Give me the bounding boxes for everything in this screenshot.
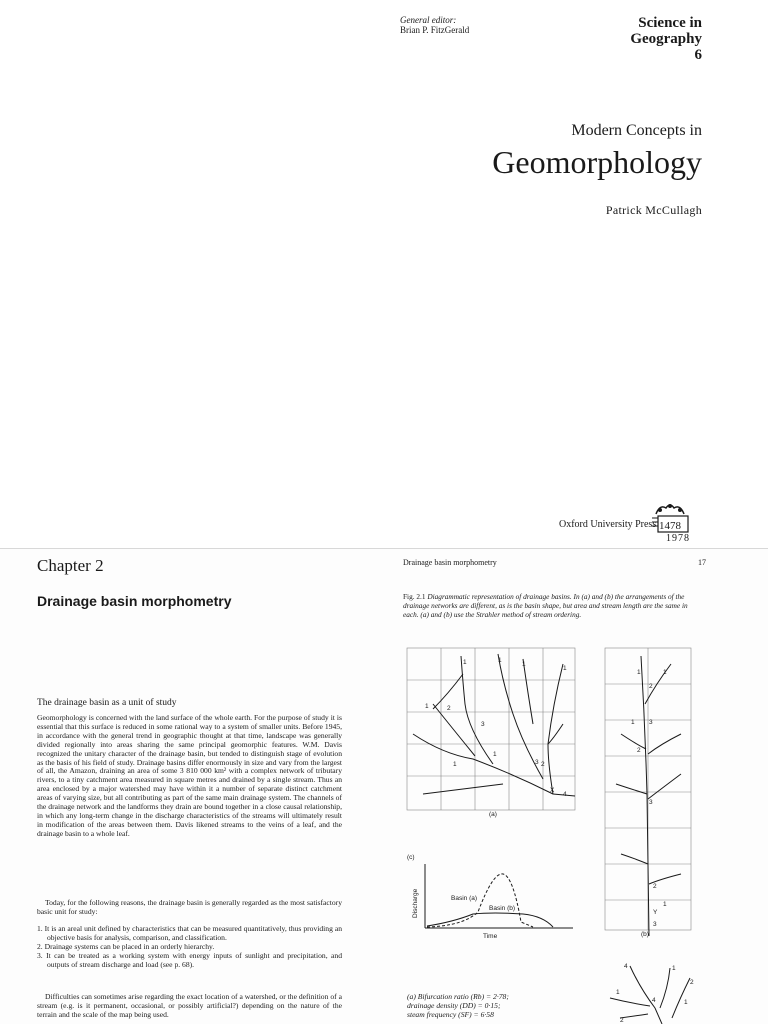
basin-statistics — [407, 992, 509, 1019]
svg-text:2: 2 — [541, 761, 545, 768]
figure-panel-d — [600, 958, 700, 1024]
svg-text:2: 2 — [690, 979, 694, 986]
svg-text:1: 1 — [663, 901, 667, 908]
svg-text:2: 2 — [620, 1017, 624, 1024]
panel-b-label: (b) — [641, 931, 649, 938]
body-paragraph-2: Today, for the following reasons, the drainage basin is generally regarded as the most satisfactory basic unit for study: — [37, 898, 342, 916]
svg-text:1: 1 — [563, 665, 567, 672]
bifurcation-ratio: (a) Bifurcation ratio (Rb) = 2·78; — [407, 992, 509, 1001]
svg-text:1: 1 — [616, 989, 620, 996]
svg-text:3: 3 — [649, 799, 653, 806]
publication-year: 1978 — [666, 533, 690, 544]
book-title: Geomorphology — [492, 144, 702, 180]
discharge-hydrograph — [403, 852, 585, 942]
figure-caption — [403, 592, 703, 619]
panel-a-label: (a) — [489, 811, 497, 818]
figure-panel-c — [403, 852, 585, 942]
section-heading: The drainage basin as a unit of study — [37, 698, 177, 708]
list-item: 3. It can be treated as a working system with energy inputs of sunlight and precipitation, and outputs of stream discharge and load (see p. 68). — [37, 950, 342, 969]
publisher-name: Oxford University Press — [559, 519, 657, 530]
page-number: 17 — [698, 558, 706, 567]
editor-name: Brian P. FitzGerald — [400, 25, 470, 35]
svg-text:Y: Y — [653, 909, 658, 916]
list-item: 1. It is an areal unit defined by characteristics that can be measured quantitatively, thus providing an objective basis for analysis, comparison, and classification. — [37, 924, 342, 942]
list-item: 2. Drainage systems can be placed in an orderly hierarchy. — [37, 941, 215, 951]
svg-text:4: 4 — [563, 791, 567, 798]
svg-text:1: 1 — [425, 703, 429, 710]
svg-text:4: 4 — [624, 963, 628, 970]
reasons-list — [37, 925, 342, 970]
svg-text:2: 2 — [649, 683, 653, 690]
figure-panel-a — [403, 644, 585, 822]
svg-text:1: 1 — [672, 965, 676, 972]
drainage-network-d-diagram — [600, 958, 700, 1024]
chapter-title: Drainage basin morphometry — [37, 593, 232, 609]
basin-a-curve-label: Basin (a) — [451, 895, 478, 902]
svg-text:1: 1 — [522, 661, 526, 668]
series-line-2: Geography — [630, 31, 702, 47]
panel-c-label: (c) — [407, 854, 415, 861]
book-subtitle: Modern Concepts in — [571, 122, 702, 139]
discharge-axis-label: Discharge — [412, 888, 419, 918]
book-author: Patrick McCullagh — [605, 203, 702, 217]
figure-number: Fig. 2.1 — [403, 592, 426, 601]
drainage-network-a-diagram — [403, 644, 585, 822]
series-line-1: Science in — [638, 15, 702, 31]
svg-text:1: 1 — [684, 999, 688, 1006]
series-number: 6 — [694, 47, 702, 63]
svg-text:2: 2 — [637, 747, 641, 754]
editor-label: General editor: — [400, 15, 457, 25]
svg-text:2: 2 — [447, 705, 451, 712]
svg-text:1: 1 — [453, 761, 457, 768]
svg-text:1: 1 — [498, 657, 502, 664]
body-paragraph-3: Difficulties can sometimes arise regarding the exact location of a watershed, or the definition of a stream (e.g. is it permanent, occasional, or possibly artificial?) depending on the nature of the terrain and the scale of the map being used. — [37, 992, 342, 1019]
svg-text:3: 3 — [653, 921, 657, 928]
figure-panel-b — [601, 644, 695, 940]
general-editor — [400, 15, 469, 35]
svg-text:3: 3 — [649, 719, 653, 726]
svg-text:4: 4 — [652, 997, 656, 1004]
svg-text:1: 1 — [663, 669, 667, 676]
figure-caption-text: Diagrammatic representation of drainage basins. In (a) and (b) the arrangements of the drainage networks are different, as is the basin shape, but area and stream length are the same in each. (a) and (b) use the Strahler method of stream ordering. — [403, 592, 688, 619]
series-title — [630, 15, 702, 63]
body-paragraph-1: Geomorphology is concerned with the land surface of the whole earth. For the purpose of study it is essential that this surface is reduced in some rational way to a system of smaller units. Before 1945, in accordance with the general trend in geographic thought at that time, landscape was generally divided regionally into areas sharing the same principal geomorphic features. W.M. Davis recognized the unitary character of the drainage basin, but tended to distinguish stage of evolution as the basis of his field of study. Drainage basins differ enormously in size and vary from the largest of all, the Amazon, draining an area of some 3 810 000 km² with a complex network of tributary rivers, to a tiny catchment area measured in square metres and drained by a single stream. Thus an area enclosed by a major watershed may have within it a number of separate distinct catchment areas of varying size, but all contributing as part of the same main drainage system. The channels of the drainage network and the landforms they drain are bound together in a close causal relationship, in which any long-term change in the discharge characteristics of the streams will ultimately result in modification of the areas between them. Davis likened streams to the veins of a leaf, and the drainage basin to a whole leaf. — [37, 713, 342, 838]
svg-text:1: 1 — [493, 751, 497, 758]
svg-text:X: X — [550, 787, 555, 794]
running-head: Drainage basin morphometry — [403, 558, 497, 567]
svg-text:1: 1 — [463, 659, 467, 666]
time-axis-label: Time — [483, 933, 498, 940]
svg-text:3: 3 — [535, 759, 539, 766]
svg-text:1: 1 — [631, 719, 635, 726]
svg-text:3: 3 — [481, 721, 485, 728]
basin-b-curve-label: Basin (b) — [489, 905, 516, 912]
logo-year: 1478 — [659, 520, 681, 532]
svg-text:1: 1 — [637, 669, 641, 676]
drainage-density: drainage density (DD) = 0·15; — [407, 1001, 501, 1010]
drainage-network-b-diagram — [601, 644, 695, 940]
chapter-number: Chapter 2 — [37, 556, 104, 575]
svg-text:2: 2 — [653, 883, 657, 890]
stream-frequency: steam frequency (SF) = 6·58 — [407, 1010, 494, 1019]
page-divider — [0, 548, 768, 549]
